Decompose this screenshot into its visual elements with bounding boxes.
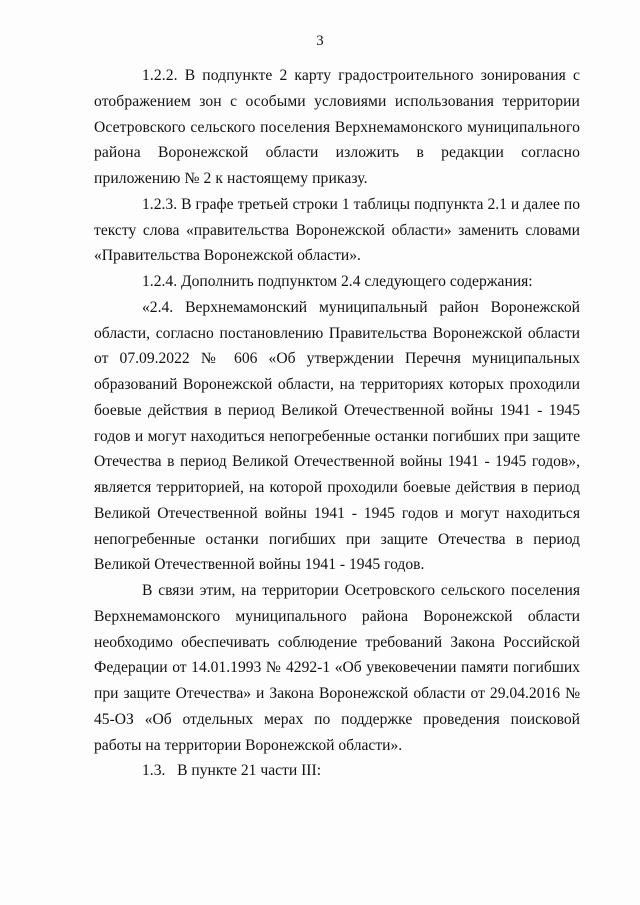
- document-body: [94, 63, 580, 784]
- paragraph-1-2-2: 1.2.2. В подпункте 2 карту градостроительного зонирования с отображением зон с особыми условиями использования территории Осетровского сельского поселения Верхнемамонского муниципального района Воронежской области изложить в редакции согласно приложению № 2 к настоящему приказу.: [94, 67, 580, 187]
- paragraph-2-4-quote: «2.4. Верхнемамонский муниципальный район Воронежской области, согласно постановлению Правительства Воронежской области от 07.09.2022 № 606 «Об утверждении Перечня муниципальных образований Воронежской области, на территориях которых проходили боевые действия в период Великой Отечественной войны 1941 - 1945 годов и могут находиться непогребенные останки погибших при защите Отечества в период Великой Отечественной войны 1941 - 1945 годов», является территорией, на которой проходили боевые действия в период Великой Отечественной войны 1941 - 1945 годов и могут находиться непогребенные останки погибших при защите Отечества в период Великой Отечественной войны 1941 - 1945 годов.: [94, 298, 580, 574]
- paragraph-1-2-4: 1.2.4. Дополнить подпунктом 2.4 следующего содержания:: [142, 273, 533, 290]
- page-number: 3: [316, 33, 324, 49]
- paragraph-1-3: 1.3. В пункте 21 части III:: [142, 762, 322, 780]
- paragraph-1-2-3: 1.2.3. В графе третьей строки 1 таблицы подпункта 2.1 и далее по тексту слова «правительства Воронежской области» заменить словами «Правительства Воронежской области».: [94, 195, 580, 265]
- paragraph-requirements: В связи этим, на территории Осетровского сельского поселения Верхнемамонского муниципального района Воронежской области необходимо обеспечивать соблюдение требований Закона Российской Федерации от 14.01.1993 № 4292-1 «Об увековечении памяти погибших при защите Отечества» и Закона Воронежской области от 29.04.2016 № 45-ОЗ «Об отдельных мерах по поддержке проведения поисковой работы на территории Воронежской области».: [94, 582, 580, 754]
